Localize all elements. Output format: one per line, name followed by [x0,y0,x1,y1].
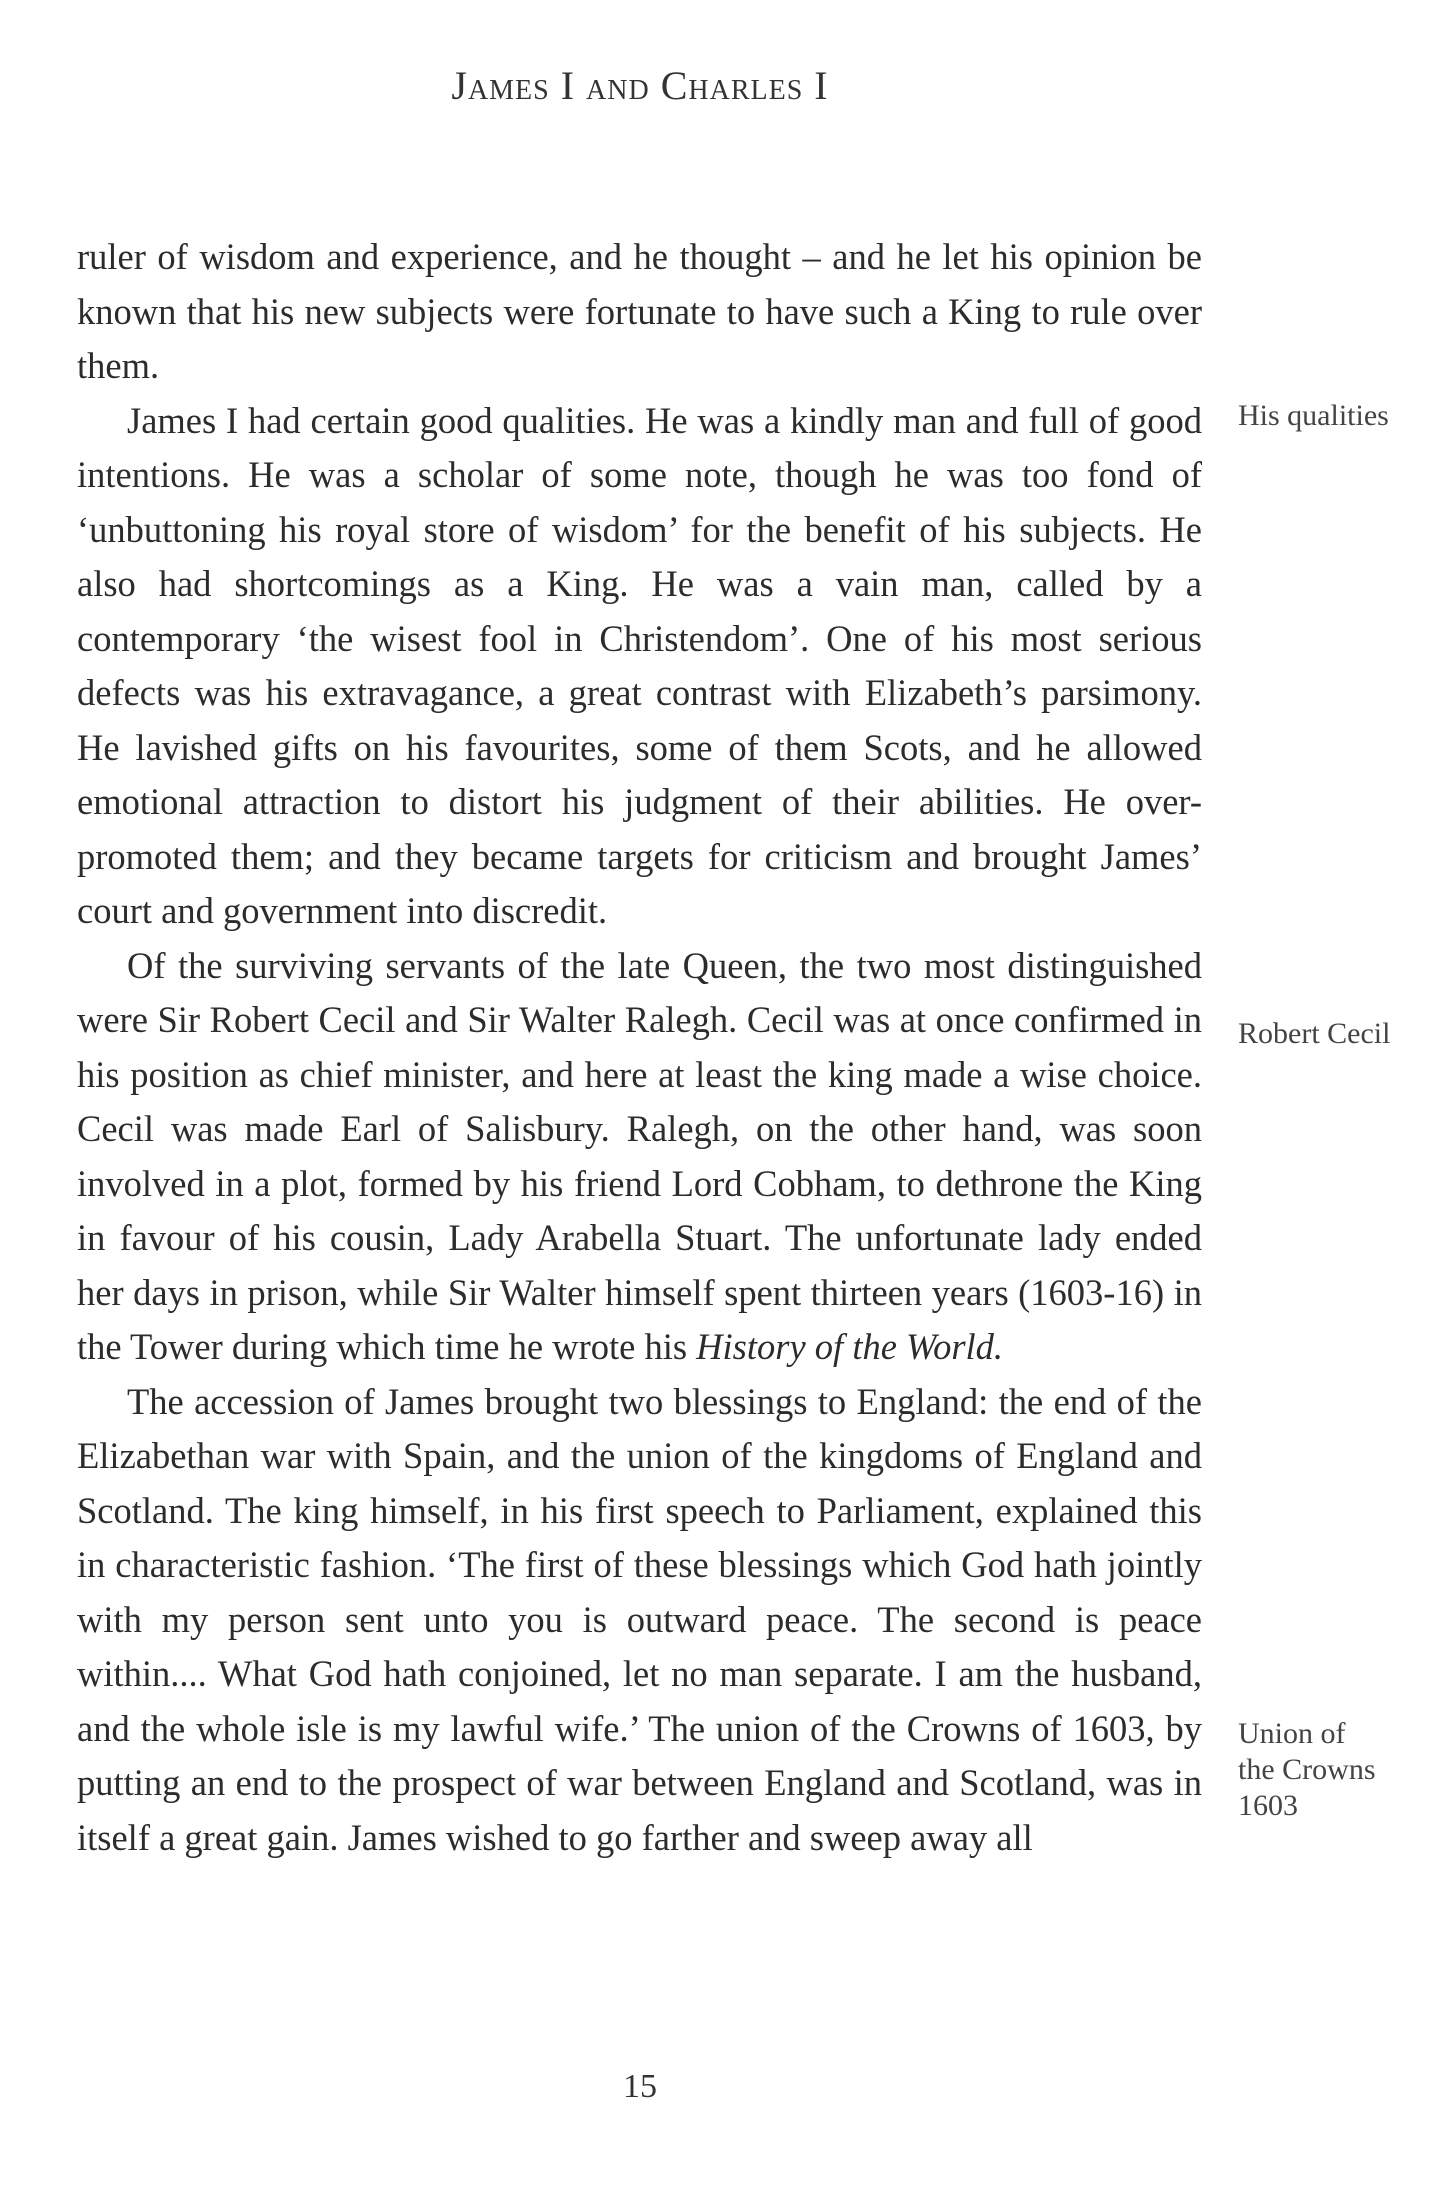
margin-note-his-qualities: His qualities [1238,399,1389,432]
main-text [77,230,1202,1865]
page-number: 15 [623,2068,657,2105]
paragraph-qualities: James I had certain good qualities. He was a kindly man and full of good intentions. He was a scholar of some note, though he was too fond of ‘unbuttoning his royal store of wisdom’ for the benefit of his subjects. He also had shortcomings as a King. He was a vain man, called by a contemporary ‘the wisest fool in Christendom’. One of his most serious defects was his extravagance, a great contrast with Elizabeth’s parsimony. He lavished gifts on his favourites, some of them Scots, and he allowed emotional attraction to distort his judgment of their abilities. He over-promoted them; and they became targets for criticism and brought James’ court and government into discredit. [77,399,1202,931]
margin-note-union-line-2: the Crowns [1238,1753,1376,1786]
paragraph-robert-cecil-text: Of the surviving servants of the late Queen, the two most distinguished were Sir Robert Cecil and Sir Walter Ralegh. Cecil was at once confirmed in his position as chief minister, and here at least the king made a wise choice. Cecil was made Earl of Salisbury. Ralegh, on the other hand, was soon involved in a plot, formed by his friend Lord Cobham, to dethrone the King in favour of his cousin, Lady Arabella Stuart. The unfortunate lady ended her days in prison, while Sir Walter himself spent thirteen years (1603-16) in the Tower during which time he wrote his [77,944,1202,1367]
margin-note-union-of-crowns [1238,1716,1443,1824]
paragraph-continuation: ruler of wisdom and experience, and he thought – and he let his opinion be known that his new subjects were fortunate to have such a King to rule over them. [77,236,1202,386]
margin-note-robert-cecil: Robert Cecil [1238,1017,1391,1050]
paragraph-robert-cecil [77,939,1202,1375]
book-title-history-of-the-world: History of the World. [696,1326,1004,1367]
margin-note-union-line-3: 1603 [1238,1789,1298,1822]
margin-note-union-line-1: Union of [1238,1717,1346,1750]
paragraph-union-of-crowns: The accession of James brought two blessings to England: the end of the Elizabethan war with Spain, and the union of the kingdoms of England and Scotland. The king himself, in his first speech to Parliament, explained this in characteristic fashion. ‘The first of these blessings which God hath jointly with my person sent unto you is outward peace. The second is peace within.... What God hath conjoined, let no man separate. I am the husband, and the whole isle is my lawful wife.’ The union of the Crowns of 1603, by putting an end to the prospect of war between England and Scotland, was in itself a great gain. James wished to go farther and sweep away all [77,1380,1202,1858]
running-head: James I and Charles I [451,63,829,108]
